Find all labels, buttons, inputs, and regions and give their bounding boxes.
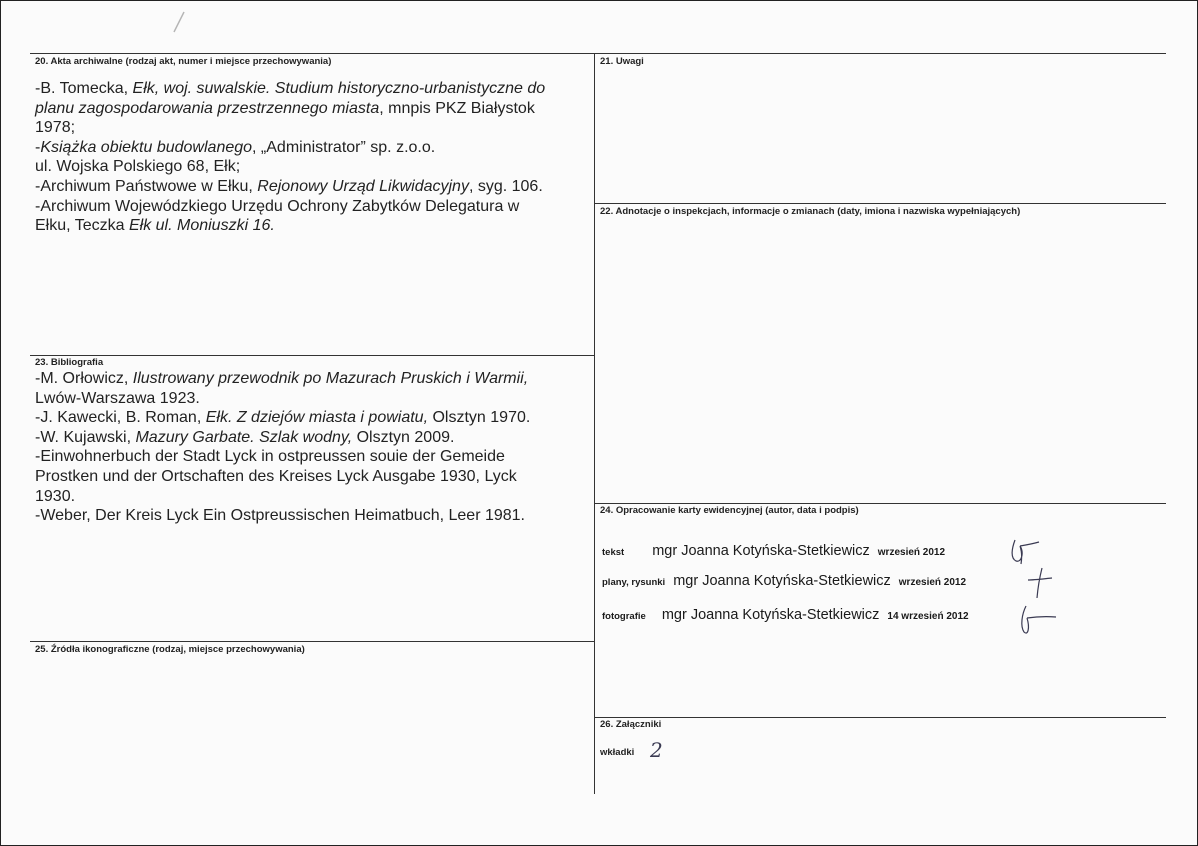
text: Olsztyn 1970.	[428, 409, 531, 427]
text-line	[35, 389, 530, 409]
author-row-text	[602, 543, 945, 559]
author-name: mgr Joanna Kotyńska-Stetkiewicz	[661, 607, 880, 623]
author-row-photos	[602, 607, 969, 623]
author-kind: fotografie	[602, 611, 646, 622]
column-divider	[594, 53, 595, 794]
section-26-label: 26. Załączniki	[600, 719, 662, 730]
text: Prostken und der Ortschaften des Kreises Lyck Ausgabe 1930, Lyck	[35, 467, 517, 485]
italic-text: Rejonowy Urząd Likwidacyjny	[257, 177, 469, 195]
author-date: 14 wrzesień 2012	[887, 611, 969, 622]
attachment-label: wkładki	[600, 747, 635, 758]
text-line	[35, 216, 545, 236]
text-line	[35, 79, 545, 99]
text: , „Administrator” sp. z.o.o.	[252, 138, 436, 156]
author-date: wrzesień 2012	[877, 547, 946, 558]
text-line	[35, 467, 530, 487]
text-line	[35, 157, 545, 177]
italic-text: Ełk, woj. suwalskie. Studium historyczno-urbanistyczne do	[132, 80, 546, 97]
author-date: wrzesień 2012	[898, 577, 967, 588]
text-line	[35, 197, 545, 217]
author-kind: plany, rysunki	[602, 577, 666, 588]
section-22-label: 22. Adnotacje o inspekcjach, informacje o zmianach (daty, imiona i nazwiska wypełniających)	[600, 206, 1021, 217]
text: Lwów-Warszawa 1923.	[35, 389, 200, 407]
text: -Archiwum Państwowe w Ełku,	[35, 177, 258, 195]
rule-22	[594, 203, 1166, 204]
author-kind: tekst	[602, 547, 625, 558]
text: Ełku, Teczka	[35, 217, 129, 235]
text: -Weber, Der Kreis Lyck Ein Ostpreussischen Heimatbuch, Leer 1981.	[35, 507, 525, 525]
section-25-label: 25. Źródła ikonograficzne (rodzaj, miejsce przechowywania)	[35, 644, 305, 655]
text-line	[35, 428, 530, 448]
author-name: mgr Joanna Kotyńska-Stetkiewicz	[652, 543, 870, 559]
italic-text: Ełk ul. Moniuszki 16.	[128, 217, 275, 235]
text-line	[35, 177, 545, 197]
author-name: mgr Joanna Kotyńska-Stetkiewicz	[673, 573, 891, 589]
text: -J. Kawecki, B. Roman,	[35, 409, 206, 427]
text: -M. Orłowicz,	[35, 370, 133, 387]
section-20-content	[35, 79, 545, 236]
text: -B. Tomecka,	[35, 80, 133, 97]
text: 1930.	[35, 487, 76, 505]
attachment-value: 2	[650, 738, 663, 762]
top-rule	[30, 53, 1166, 54]
text-line	[35, 447, 530, 467]
text-line	[35, 506, 530, 526]
text-line	[35, 369, 530, 389]
scan-mark	[170, 10, 190, 36]
italic-text: planu zagospodarowania przestrzennego miasta	[35, 99, 380, 117]
text: 1978;	[35, 119, 76, 137]
section-20-label: 20. Akta archiwalne (rodzaj akt, numer i miejsce przechowywania)	[35, 56, 332, 67]
text: Olsztyn 2009.	[352, 428, 455, 446]
italic-text: Ilustrowany przewodnik po Mazurach Pruskich i Warmii,	[132, 370, 529, 387]
section-23-content	[35, 369, 530, 526]
section-21-label: 21. Uwagi	[600, 56, 644, 67]
text-line	[35, 118, 545, 138]
text: -W. Kujawski,	[35, 428, 136, 446]
text: -Archiwum Wojewódzkiego Urzędu Ochrony Zabytków Delegatura w	[35, 197, 520, 215]
rule-25	[30, 641, 594, 642]
rule-23	[30, 355, 594, 356]
text-line	[35, 487, 530, 507]
italic-text: Mazury Garbate. Szlak wodny,	[135, 428, 353, 446]
text: -Einwohnerbuch der Stadt Lyck in ostpreussen souie der Gemeide	[35, 448, 505, 466]
signature-mark	[1006, 536, 1056, 566]
text-line	[35, 408, 530, 428]
text-line	[35, 99, 545, 119]
text: ul. Wojska Polskiego 68, Ełk;	[35, 158, 241, 176]
text: , mnpis PKZ Białystok	[379, 99, 535, 117]
italic-text: Książka obiektu budowlanego	[40, 138, 253, 156]
signature-mark	[1024, 566, 1058, 600]
text: -	[35, 138, 41, 156]
text: , syg. 106.	[468, 177, 543, 195]
section-24-label: 24. Opracowanie karty ewidencyjnej (autor, data i podpis)	[600, 505, 859, 516]
text-line	[35, 138, 545, 158]
author-row-drawings	[602, 573, 966, 589]
italic-text: Ełk. Z dziejów miasta i powiatu,	[205, 409, 429, 427]
rule-24	[594, 503, 1166, 504]
rule-26	[594, 717, 1166, 718]
section-23-label: 23. Bibliografia	[35, 357, 104, 368]
signature-mark	[1012, 604, 1060, 638]
